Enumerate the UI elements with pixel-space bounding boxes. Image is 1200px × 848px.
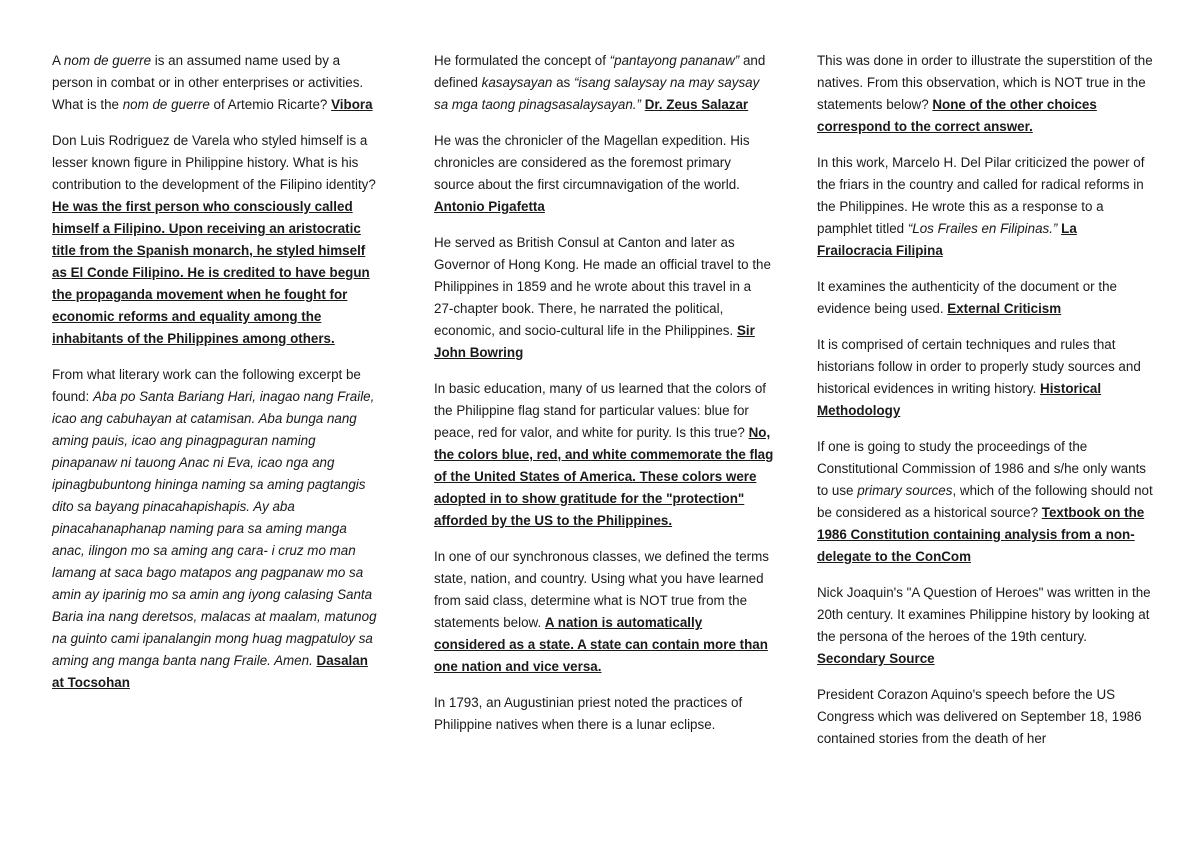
answer: None of the other choices correspond to the correct answer. [817,97,1097,134]
answer: Secondary Source [817,651,935,666]
question-superstition: This was done in order to illustrate the superstition of the natives. From this observation, which is NOT true in the statements below? None of the other choices correspond to the correct answer. [817,53,1153,134]
question-del-pilar: In this work, Marcelo H. Del Pilar criticized the power of the friars in the country and called for radical reforms in the Philippines. He wrote this as a response to a pamphlet titled “Los Frailes en Filipinas.” La Frailocracia Filipina [817,155,1145,258]
answer: External Criticism [947,301,1062,316]
excerpt-italic: Aba po Santa Bariang Hari, inagao nang Fraile, icao ang cabuhayan at catamisan. Aba bunga nang aming pauis, icao ang pinagpaguran naming pinapanaw ni tauong Anac ni Eva, icao nga ang ipinagbubuntong hininga naming sa aming pagtangis dito sa bayang pinacahapishapis. Ay aba pinacahanaphanap naming para sa aming manga anac, ilingon mo sa aming ang cara- i cruz mo man lamang at saca bago matapos ang pagpanaw mo sa amin ay iparinig mo sa amin ang iyong calasing Santa Baria ina nang deretsos, malacas at maalam, matunog na guinto cami ipanalangin mong huag magpatuloy sa aming ang manga banta nang Fraile. Amen. [52,389,377,668]
column-3 [817,50,1155,764]
term-italic: nom de guerre [122,97,210,112]
question-constitutional-commission: If one is going to study the proceedings of the Constitutional Commission of 1986 and s/he only wants to use primary sources, which of the following should not be considered as a historical source? Textbook on the 1986 Constitution containing analysis from a non-delegate to the ConCom [817,439,1153,564]
answer: He was the first person who consciously called himself a Filipino. Upon receiving an aristocratic title from the Spanish monarch, he styled himself as El Conde Filipino. He is credited to have begun the propaganda movement when he fought for economic reforms and equality among the inhabitants of the Philippines among others. [52,199,370,346]
answer: Dr. Zeus Salazar [644,97,749,112]
question-british-consul: He served as British Consul at Canton and later as Governor of Hong Kong. He made an official travel to the Philippines in 1859 and he wrote about this travel in a 27-chapter book. There, he narrated the political, economic, and socio-cultural life in the Philippines. Sir John Bowring [434,235,771,360]
question-lunar-eclipse: In 1793, an Augustinian priest noted the practices of Philippine natives when there is a lunar eclipse. [434,695,743,732]
answer: No, the colors blue, red, and white commemorate the flag of the United States of America. These colors were adopted in to show gratitude for the "protection" afforded by the US to the Philippines. [434,425,774,528]
question-nom-de-guerre: A nom de guerre is an assumed name used by a person in combat or in other enterprises or activities. What is the nom de guerre of Artemio Ricarte? Vibora [52,53,373,112]
question-flag-colors: In basic education, many of us learned that the colors of the Philippine flag stand for particular values: blue for peace, red for valor, and white for purity. Is this true? No, the colors blue, red, and white commemorate the flag of the United States of America. These colors were adopted in to show gratitude for the "protection" afforded by the US to the Philippines. [434,381,774,528]
answer: La Frailocracia Filipina [817,221,1077,258]
question-state-nation-country: In one of our synchronous classes, we defined the terms state, nation, and country. Using what you have learned from said class, determine what is NOT true from the statements below. A nation is automatically considered as a state. A state can contain more than one nation and vice versa. [434,549,769,674]
answer: Dasalan at Tocsohan [52,653,368,690]
question-magellan-chronicler: He was the chronicler of the Magellan expedition. His chronicles are considered as the foremost primary source about the first circumnavigation of the world. Antonio Pigafetta [434,133,750,214]
column-2 [434,50,774,750]
question-authenticity: It examines the authenticity of the document or the evidence being used. External Criticism [817,279,1117,316]
question-literary-excerpt: From what literary work can the following excerpt be found: Aba po Santa Bariang Hari, inagao nang Fraile, icao ang cabuhayan at catamisan. Aba bunga nang aming pauis, icao ang pinagpaguran naming pinapanaw ni tauong Anac ni Eva, icao nga ang ipinagbubuntong hininga naming sa aming pagtangis dito sa bayang pinacahapishapis. Ay aba pinacahanaphanap naming para sa aming manga anac, ilingon mo sa aming ang cara- i cruz mo man lamang at saca bago matapos ang pagpanaw mo sa amin ay iparinig mo sa amin ang iyong calasing Santa Baria ina nang deretsos, malacas at maalam, matunog na guinto cami ipanalangin mong huag magpatuloy sa aming ang manga banta nang Fraile. Amen. Dasalan at Tocsohan [52,367,377,690]
question-pantayong-pananaw: He formulated the concept of “pantayong pananaw” and defined kasaysayan as “isang salaysay na may saysay sa mga taong pinagsasalaysayan.” Dr. Zeus Salazar [434,53,766,112]
column-1 [52,50,382,708]
question-luis-rodriguez-de-varela: Don Luis Rodriguez de Varela who styled himself is a lesser known figure in Philippine history. What is his contribution to the development of the Filipino identity? He was the first person who consciously called himself a Filipino. Upon receiving an aristocratic title from the Spanish monarch, he styled himself as El Conde Filipino. He is credited to have begun the propaganda movement when he fought for economic reforms and equality among the inhabitants of the Philippines among others. [52,133,376,346]
question-techniques-rules: It is comprised of certain techniques and rules that historians follow in order to properly study sources and historical evidences in writing history. Historical Methodology [817,337,1141,418]
question-question-of-heroes: Nick Joaquin's "A Question of Heroes" was written in the 20th century. It examines Philippine history by looking at the persona of the heroes of the 19th century. Secondary Source [817,585,1151,666]
answer: Antonio Pigafetta [434,199,545,214]
answer: Historical Methodology [817,381,1102,418]
answer: A nation is automatically considered as a state. A state can contain more than one nation and vice versa. [434,615,768,674]
term-italic: nom de guerre [63,53,152,68]
answer: Vibora [331,97,373,112]
answer: Textbook on the 1986 Constitution containing analysis from a non-delegate to the ConCom [817,505,1145,564]
answer: Sir John Bowring [434,323,755,360]
question-aquino-speech: President Corazon Aquino's speech before the US Congress which was delivered on September 18, 1986 contained stories from the death of her [817,687,1142,746]
